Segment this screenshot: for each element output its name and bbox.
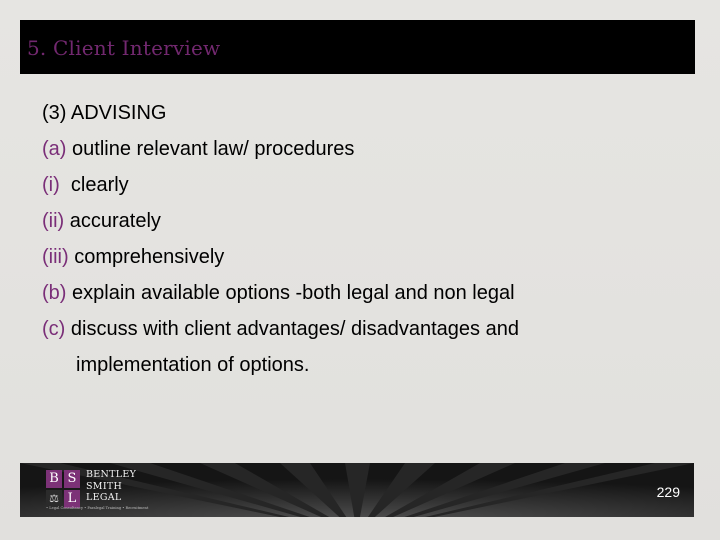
list-item-a xyxy=(42,131,682,167)
company-logo xyxy=(42,467,174,513)
logo-wordmark xyxy=(86,469,136,504)
logo-word-bentley: BENTLEY xyxy=(86,469,137,480)
list-item-c xyxy=(42,311,682,347)
logo-letter-b: B xyxy=(46,470,62,488)
list-item-text: explain available options -both legal and non legal xyxy=(66,282,515,304)
slide-title: 5. Client Interview xyxy=(27,36,221,60)
list-item-ii xyxy=(42,203,682,239)
list-item-b xyxy=(42,275,682,311)
list-item-text: outline relevant law/ procedures xyxy=(66,138,355,160)
list-marker: (b) xyxy=(42,282,67,304)
list-marker: (i) xyxy=(42,174,60,196)
list-marker: (ii) xyxy=(42,210,65,232)
logo-word-legal: LEGAL xyxy=(86,492,122,503)
logo-letter-s: S xyxy=(64,470,80,488)
list-marker: (iii) xyxy=(42,246,69,268)
footer-bar xyxy=(20,463,694,517)
list-item-text: clearly xyxy=(59,174,129,196)
section-heading: (3) ADVISING xyxy=(42,102,167,124)
page-number: 229 xyxy=(656,484,680,500)
logo-word-smith: SMITH xyxy=(86,480,123,492)
slide-content xyxy=(42,95,682,383)
list-marker: (a) xyxy=(42,138,67,160)
logo-emblem xyxy=(46,470,80,508)
scales-of-justice-icon: ⚖ xyxy=(46,490,62,508)
list-item-text: accurately xyxy=(64,210,161,232)
logo-tagline: • Legal Consultancy • Paralegal Training • Recruitment xyxy=(46,506,149,510)
title-bar xyxy=(20,20,695,74)
list-marker: (c) xyxy=(42,318,66,340)
list-item-c-continuation: implementation of options. xyxy=(76,354,310,376)
list-item-text: discuss with client advantages/ disadvantages and xyxy=(65,318,519,340)
list-item-i xyxy=(42,167,682,203)
list-item-text: comprehensively xyxy=(68,246,225,268)
list-item-iii xyxy=(42,239,682,275)
logo-letter-l: L xyxy=(64,490,80,508)
